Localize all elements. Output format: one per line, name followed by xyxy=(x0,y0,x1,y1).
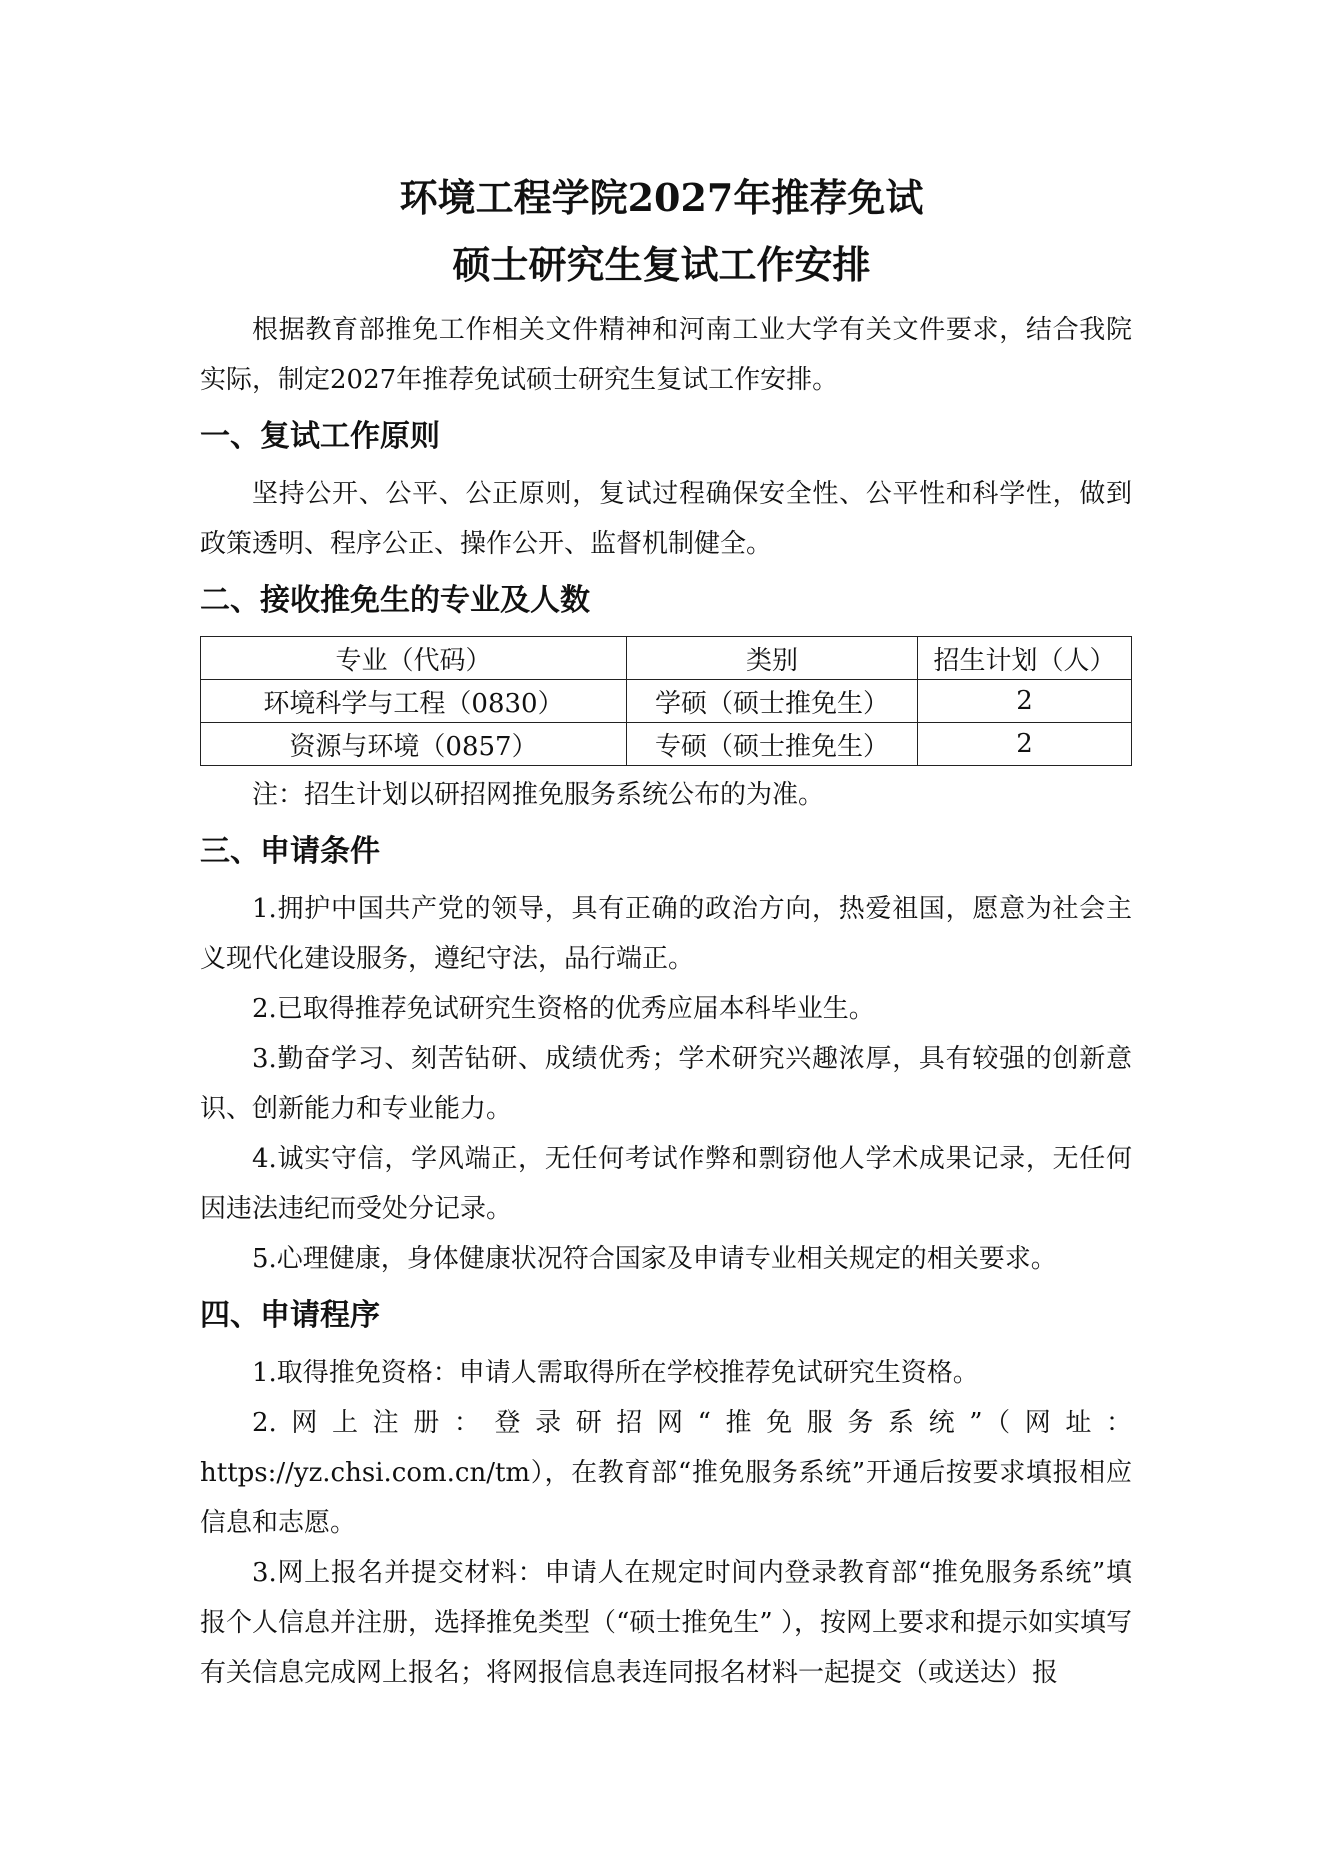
section1-heading: 一、复试工作原则 xyxy=(200,419,440,454)
table-cell: 学硕（硕士推免生） xyxy=(627,680,918,723)
table-cell: 专硕（硕士推免生） xyxy=(627,723,918,766)
section1-paragraph: 坚持公开、公平、公正原则，复试过程确保安全性、公平性和科学性，做到政策透明、程序公正、操作公开、监督机制健全。 xyxy=(200,479,1132,559)
condition-item: 1.拥护中国共产党的领导，具有正确的政治方向，热爱祖国，愿意为社会主义现代化建设服务，遵纪守法，品行端正。 xyxy=(200,894,1132,974)
table-header-cell: 专业（代码） xyxy=(201,637,627,680)
enrollment-plan-table xyxy=(200,636,1132,766)
procedure-item: 1.取得推免资格：申请人需取得所在学校推荐免试研究生资格。 xyxy=(252,1358,979,1388)
procedure-item: 3.网上报名并提交材料：申请人在规定时间内登录教育部“推免服务系统”填报个人信息并注册，选择推免类型（“硕士推免生” ），按网上要求和提示如实填写有关信息完成网上报名；将网报信息表连同报名材料一起提交（或送达）报 xyxy=(200,1558,1132,1688)
table-header-row xyxy=(201,637,1132,680)
condition-item: 4.诚实守信，学风端正，无任何考试作弊和剽窃他人学术成果记录，无任何因违法违纪而受处分记录。 xyxy=(200,1144,1132,1224)
table-cell: 2 xyxy=(918,680,1132,723)
section4-heading: 四、申请程序 xyxy=(200,1298,380,1333)
condition-item: 5.心理健康，身体健康状况符合国家及申请专业相关规定的相关要求。 xyxy=(252,1244,1057,1274)
procedure-item: 2.网上注册：登录研招网“推免服务系统”（网址：https://yz.chsi.com.cn/tm），在教育部“推免服务系统”开通后按要求填报相应信息和志愿。 xyxy=(200,1408,1132,1538)
document-title-line1: 环境工程学院2027年推荐免试 xyxy=(399,175,924,220)
table-row xyxy=(201,680,1132,723)
table-cell: 环境科学与工程（0830） xyxy=(201,680,627,723)
document-title-line2: 硕士研究生复试工作安排 xyxy=(452,242,871,287)
document-body xyxy=(200,305,1132,1698)
table-note: 注：招生计划以研招网推免服务系统公布的为准。 xyxy=(252,780,825,810)
section3-heading: 三、申请条件 xyxy=(200,834,380,869)
table-header-cell: 类别 xyxy=(627,637,918,680)
table-cell: 资源与环境（0857） xyxy=(201,723,627,766)
table-cell: 2 xyxy=(918,723,1132,766)
table-row xyxy=(201,723,1132,766)
section2-heading: 二、接收推免生的专业及人数 xyxy=(200,583,590,618)
intro-paragraph: 根据教育部推免工作相关文件精神和河南工业大学有关文件要求，结合我院实际，制定2027年推荐免试硕士研究生复试工作安排。 xyxy=(200,315,1132,395)
condition-item: 2.已取得推荐免试研究生资格的优秀应届本科毕业生。 xyxy=(252,994,875,1024)
condition-item: 3.勤奋学习、刻苦钻研、成绩优秀；学术研究兴趣浓厚，具有较强的创新意识、创新能力和专业能力。 xyxy=(200,1044,1132,1124)
table-header-cell: 招生计划（人） xyxy=(918,637,1132,680)
